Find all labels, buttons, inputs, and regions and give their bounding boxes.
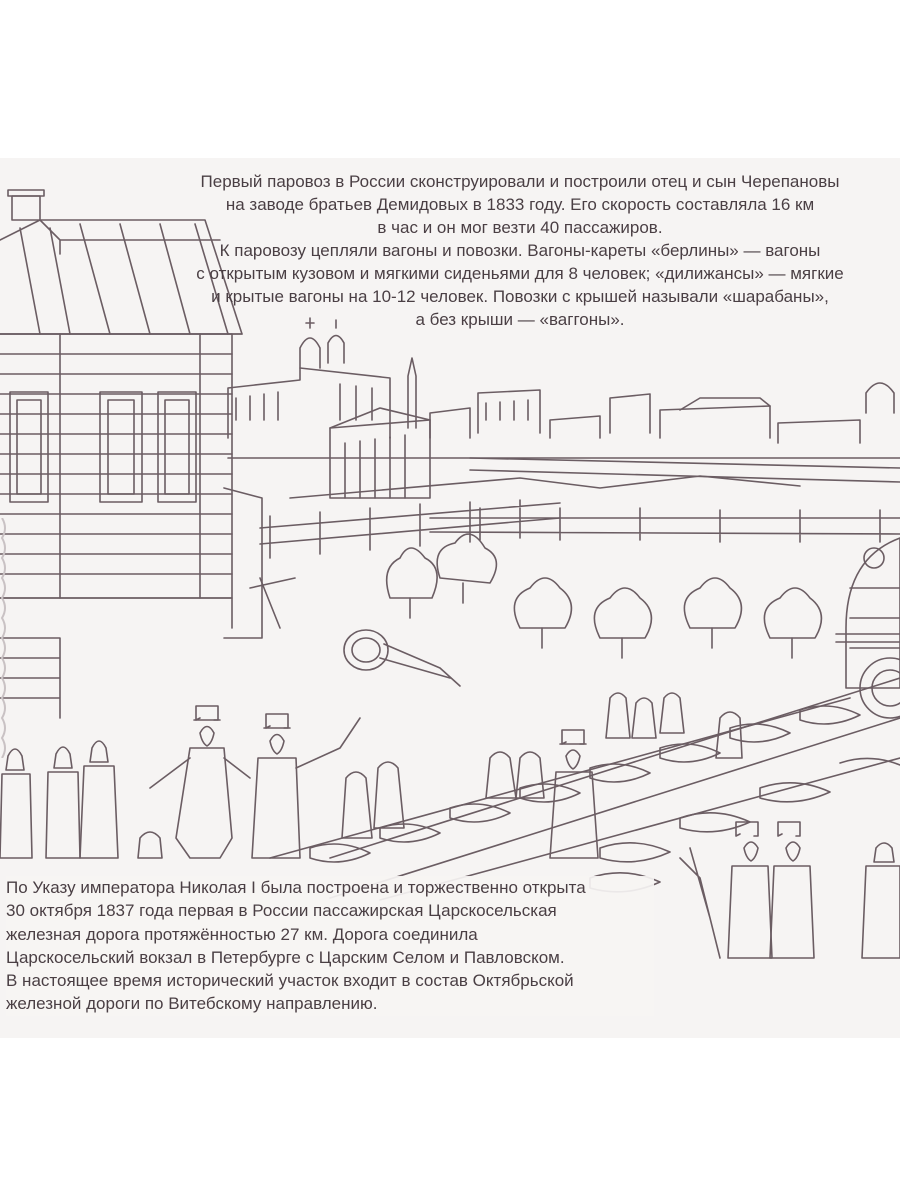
trees <box>387 534 822 658</box>
top-line: с открытым кузовом и мягкими сиденьями для 8 человек; «дилижансы» — мягкие <box>196 264 844 283</box>
binding-edge <box>0 518 10 758</box>
town-skyline <box>228 318 900 458</box>
top-line: в час и он мог везти 40 пассажиров. <box>377 218 663 237</box>
bottom-line: железной дороги по Витебскому направлению. <box>6 994 378 1014</box>
locomotive <box>836 538 900 718</box>
coloring-page <box>0 158 900 1038</box>
bottom-line: Царскосельский вокзал в Петербурге с Царским Селом и Павловском. <box>6 947 565 967</box>
bottom-line: В настоящее время исторический участок входит в состав Октябрьской <box>6 971 574 991</box>
top-line: Первый паровоз в России сконструировали и построили отец и сын Черепановы <box>200 172 840 191</box>
bottom-line: железная дорога протяжённостью 27 км. Дорога соединила <box>6 924 478 944</box>
top-line: а без крыши — «ваггоны». <box>415 310 625 329</box>
fences <box>260 408 900 558</box>
bottom-line: По Указу императора Николая I была построена и торжественно открыта <box>6 878 586 897</box>
top-line: К паровозу цепляли вагоны и повозки. Вагоны-кареты «берлины» — вагоны <box>219 241 821 260</box>
top-paragraph <box>150 170 890 331</box>
bottom-line: 30 октября 1837 года первая в России пассажирская Царскосельская <box>6 901 557 921</box>
top-line: на заводе братьев Демидовых в 1833 году. Его скорость составляла 16 км <box>225 195 815 214</box>
bottom-paragraph <box>6 876 654 1016</box>
garden-roller <box>250 578 460 686</box>
top-line: и крытые вагоны на 10-12 человек. Повозки с крышей называли «шарабаны», <box>211 287 829 306</box>
